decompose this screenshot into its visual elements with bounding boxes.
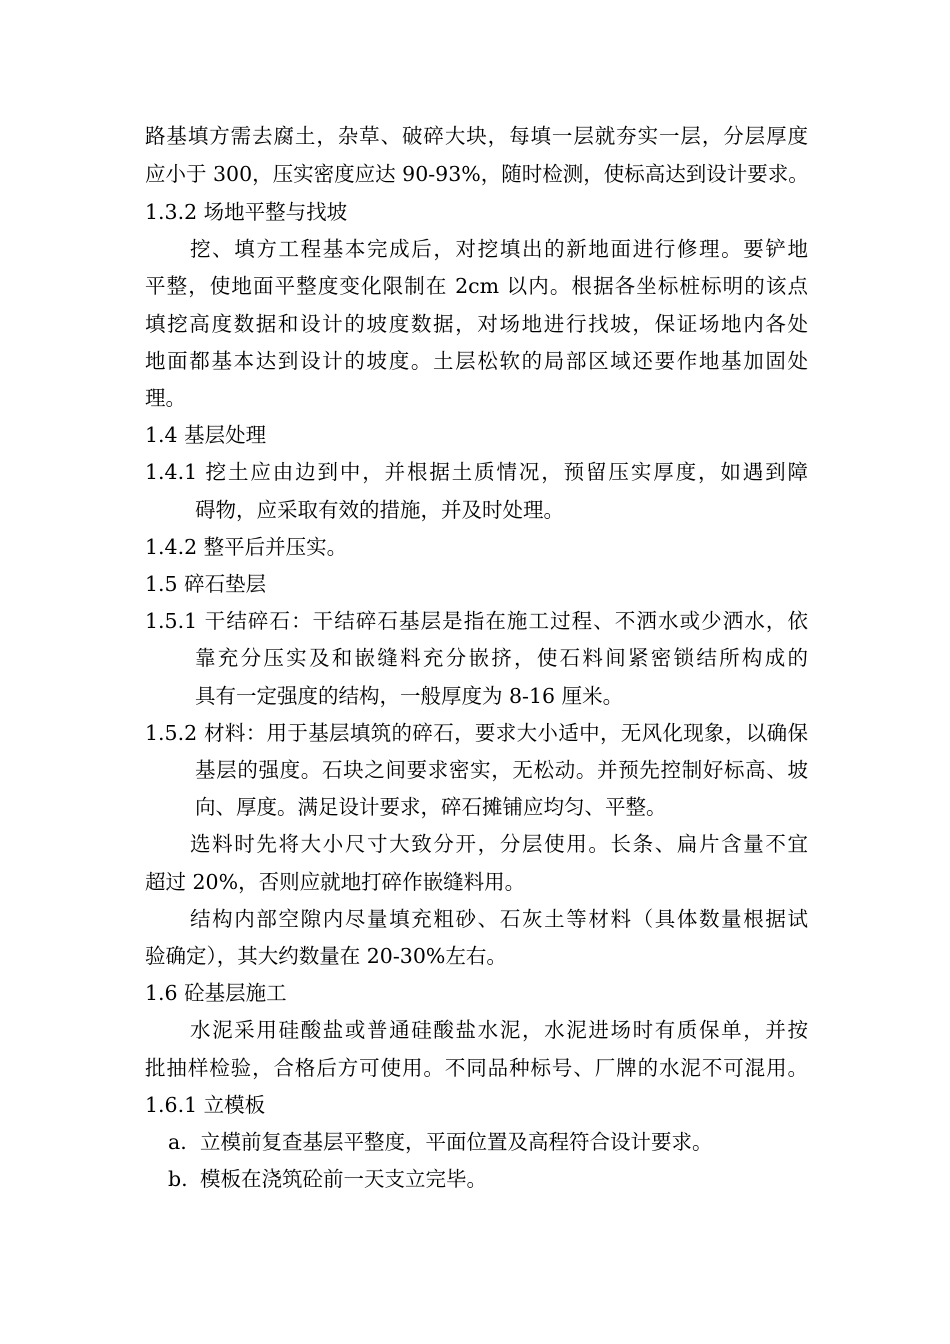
body-text-line: 挖、填方工程基本完成后，对挖填出的新地面进行修理。要铲地 [190,237,808,261]
section-heading-1-3-2: 1.3.2 场地平整与找坡 [145,200,348,224]
item-continuation: 向、厚度。满足设计要求，碎石摊铺应均匀、平整。 [195,795,667,819]
body-text-line: 水泥采用硅酸盐或普通硅酸盐水泥，水泥进场时有质保单，并按 [190,1018,808,1042]
body-text-line: 路基填方需去腐土，杂草、破碎大块，每填一层就夯实一层，分层厚度 [145,124,808,148]
body-text-line: 验确定），其大约数量在 20-30%左右。 [145,944,507,968]
list-item [168,1128,713,1156]
body-text-line: 超过 20%，否则应就地打碎作嵌缝料用。 [145,870,526,894]
body-text-line: 填挖高度数据和设计的坡度数据，对场地进行找坡，保证场地内各处 [145,312,808,336]
list-marker: b. [168,1167,188,1191]
list-item-text: 立模前复查基层平整度，平面位置及高程符合设计要求。 [200,1130,713,1154]
body-text-line: 结构内部空隙内尽量填充粗砂、石灰土等材料（具体数量根据试 [190,907,808,931]
item-continuation: 碍物，应采取有效的措施，并及时处理。 [195,498,564,522]
body-text-line: 应小于 300，压实密度应达 90-93%，随时检测，使标高达到设计要求。 [145,162,809,186]
item-1-4-1: 1.4.1 挖土应由边到中，并根据土质情况，预留压实厚度，如遇到障 [145,460,808,484]
item-1-5-1: 1.5.1 干结碎石：干结碎石基层是指在施工过程、不洒水或少洒水，依 [145,609,808,633]
item-1-5-2: 1.5.2 材料：用于基层填筑的碎石，要求大小适中，无风化现象，以确保 [145,721,808,745]
section-heading-1-5: 1.5 碎石垫层 [145,572,267,596]
body-text-line: 理。 [145,386,186,410]
list-marker: a. [168,1130,187,1154]
item-1-4-2: 1.4.2 整平后并压实。 [145,535,348,559]
list-item [168,1165,487,1193]
section-heading-1-6-1: 1.6.1 立模板 [145,1093,266,1117]
body-text-line: 批抽样检验，合格后方可使用。不同品种标号、厂牌的水泥不可混用。 [145,1056,808,1080]
item-continuation: 具有一定强度的结构，一般厚度为 8-16 厘米。 [195,684,624,708]
section-heading-1-6: 1.6 砼基层施工 [145,981,287,1005]
body-text-line: 地面都基本达到设计的坡度。土层松软的局部区域还要作地基加固处 [145,349,808,373]
body-text-line: 平整，使地面平整度变化限制在 2cm 以内。根据各坐标桩标明的该点 [145,274,808,298]
list-item-text: 模板在浇筑砼前一天支立完毕。 [200,1167,487,1191]
body-text-line: 选料时先将大小尺寸大致分开，分层使用。长条、扁片含量不宜 [190,832,808,856]
item-continuation: 基层的强度。石块之间要求密实，无松动。并预先控制好标高、坡 [195,758,808,782]
item-continuation: 靠充分压实及和嵌缝料充分嵌挤，使石料间紧密锁结所构成的 [195,646,808,670]
section-heading-1-4: 1.4 基层处理 [145,423,267,447]
